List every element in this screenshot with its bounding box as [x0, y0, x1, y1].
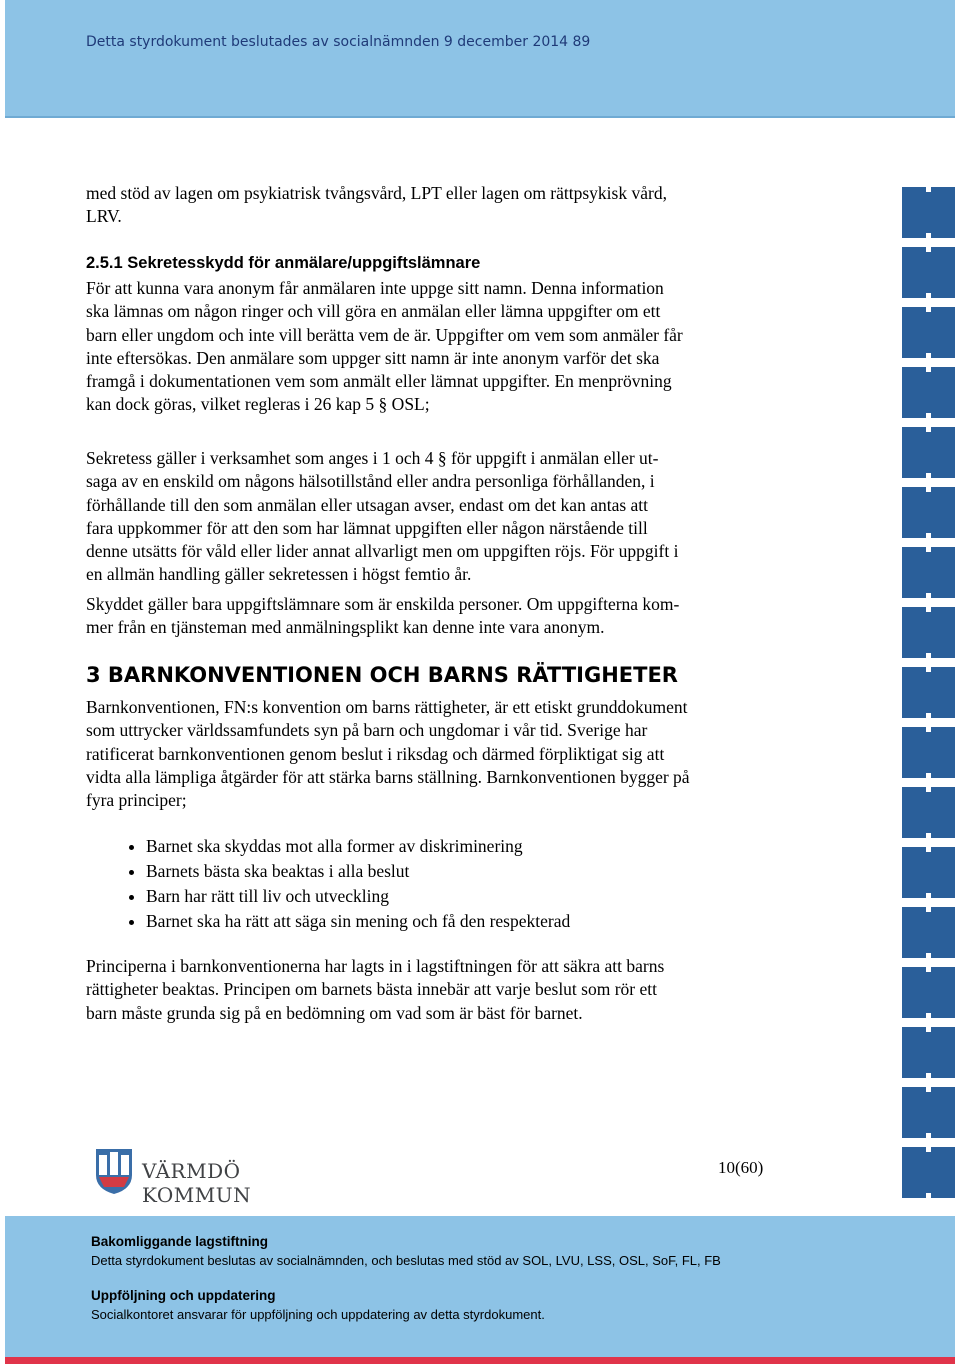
decor-block [902, 727, 955, 778]
principles-list [110, 834, 570, 934]
footer-rule [5, 1357, 955, 1364]
header-band [5, 0, 955, 118]
decor-block [902, 607, 955, 658]
text-line: en allmän handling gäller sekretessen i högst femtio år. [86, 564, 472, 585]
text-line: framgå i dokumentationen vem som anmält eller lämnat uppgifter. En menprövning [86, 371, 672, 392]
decor-notch [926, 833, 931, 838]
decor-notch [926, 293, 931, 298]
decor-notch [926, 1193, 931, 1198]
text-line: ska lämnas om någon ringer och vill göra en anmälan eller lämna uppgifter om ett [86, 301, 661, 322]
municipality-logo [94, 1147, 344, 1207]
header-text: Detta styrdokument beslutades av socialnämnden 9 december 2014 89 [86, 34, 591, 50]
decor-notch [926, 187, 931, 192]
text-line: vidta alla lämpliga åtgärder för att stärka barns ställning. Barnkonventionen bygger på [86, 766, 690, 787]
paragraph-barnkonventionen [86, 696, 690, 812]
decor-block [902, 427, 955, 478]
decor-notch [926, 607, 931, 612]
subsection-heading: 2.5.1 Sekretesskydd för anmälare/uppgiftslämnare [86, 254, 481, 272]
logo-text: VÄRMDÖ KOMMUN [142, 1159, 252, 1207]
decor-block [902, 547, 955, 598]
text-line: inte eftersökas. Den anmälare som uppger sitt namn är inte anonym varför det ska [86, 347, 660, 368]
text-line: rättigheter beaktas. Principen om barnets bästa innebär att varje beslut som rör ett [86, 979, 657, 1000]
decor-notch [926, 1073, 931, 1078]
decor-notch [926, 233, 931, 238]
decor-notch [926, 1027, 931, 1032]
intro-line: LRV. [86, 206, 122, 226]
decor-block [902, 787, 955, 838]
list-item: • Barnet ska skyddas mot alla former av diskriminering [146, 834, 570, 859]
intro-line: med stöd av lagen om psykiatrisk tvångsvård, LPT eller lagen om rättpsykisk vård, [86, 183, 667, 203]
side-decoration [902, 187, 955, 1199]
decor-notch [926, 907, 931, 912]
text-line: Sekretess gäller i verksamhet som anges i 1 och 4 § för uppgift i anmälan eller ut- [86, 448, 659, 468]
decor-block [902, 367, 955, 418]
decor-notch [926, 367, 931, 372]
text-line: mer från en tjänsteman med anmälningsplikt kan denne inte vara anonym. [86, 617, 605, 638]
decor-notch [926, 247, 931, 252]
list-item: • Barnet ska ha rätt att säga sin mening och få den respekterad [146, 909, 570, 934]
text-line: fyra principer; [86, 790, 187, 811]
decor-block [902, 847, 955, 898]
decor-notch [926, 1013, 931, 1018]
decor-notch [926, 307, 931, 312]
decor-block [902, 307, 955, 358]
decor-notch [926, 727, 931, 732]
decor-notch [926, 533, 931, 538]
decor-notch [926, 1133, 931, 1138]
text-line: denne utsätts för våld eller lider annat allvarligt men om uppgiften röjs. För uppgift i [86, 541, 679, 562]
paragraph-anonymity [86, 277, 683, 417]
decor-notch [926, 847, 931, 852]
decor-notch [926, 787, 931, 792]
decor-notch [926, 593, 931, 598]
text-line: Principerna i barnkonventionerna har lagts in i lagstiftningen för att säkra att barns [86, 956, 665, 976]
text-line: ratificerat barnkonventionen genom beslut i riksdag och därmed förpliktigat sig att [86, 743, 665, 764]
decor-notch [926, 413, 931, 418]
decor-notch [926, 353, 931, 358]
decor-block [902, 667, 955, 718]
decor-block [902, 1027, 955, 1078]
decor-notch [926, 893, 931, 898]
text-line: barn eller ungdom och inte vill berätta vem de är. Uppgifter om vem som anmäler får [86, 324, 683, 345]
decor-block [902, 247, 955, 298]
text-line: För att kunna vara anonym får anmälaren inte uppge sitt namn. Denna information [86, 278, 664, 298]
section-heading: 3 BARNKONVENTIONEN OCH BARNS RÄTTIGHETER [86, 663, 678, 687]
text-line: som uttrycker världssamfundets syn på barn och ungdomar i vår tid. Sverige har [86, 720, 648, 741]
decor-notch [926, 1087, 931, 1092]
text-line: barn måste grunda sig på en bedömning om vad som är bäst för barnet. [86, 1002, 583, 1023]
decor-notch [926, 427, 931, 432]
paragraph-principerna [86, 955, 664, 1025]
page-number: 10(60) [718, 1158, 764, 1177]
decor-notch [926, 547, 931, 552]
text-line: förhållande till den som anmälan eller utsagan avser, endast om det kan antas att [86, 494, 649, 515]
decor-notch [926, 653, 931, 658]
list-item: • Barn har rätt till liv och utveckling [146, 884, 570, 909]
text-line: kan dock göras, vilket regleras i 26 kap 5 § OSL; [86, 394, 430, 415]
paragraph-skyddet [86, 593, 679, 640]
decor-notch [926, 473, 931, 478]
decor-block [902, 1087, 955, 1138]
footer-text-lagstiftning: Detta styrdokument beslutas av socialnämnden, och beslutas med stöd av SOL, LVU, LSS, OSL, SoF, FL, FB [91, 1253, 721, 1268]
text-line: Skyddet gäller bara uppgiftslämnare som är enskilda personer. Om uppgifterna kom- [86, 594, 680, 614]
decor-block [902, 967, 955, 1018]
crest-icon [94, 1147, 134, 1195]
decor-notch [926, 953, 931, 958]
decor-block [902, 187, 955, 238]
decor-block [902, 487, 955, 538]
list-item: • Barnets bästa ska beaktas i alla beslut [146, 859, 570, 884]
decor-notch [926, 487, 931, 492]
footer-text-uppfoljning: Socialkontoret ansvarar för uppföljning och uppdatering av detta styrdokument. [91, 1307, 545, 1322]
decor-notch [926, 1147, 931, 1152]
header-rule [5, 116, 955, 118]
decor-notch [926, 967, 931, 972]
footer-title-uppfoljning: Uppföljning och uppdatering [91, 1288, 276, 1303]
footer-title-lagstiftning: Bakomliggande lagstiftning [91, 1234, 269, 1249]
decor-notch [926, 667, 931, 672]
decor-block [902, 907, 955, 958]
footer-band [5, 1216, 955, 1364]
text-line: saga av en enskild om någons hälsotillstånd eller andra personliga förhållanden, i [86, 471, 655, 492]
decor-block [902, 1147, 955, 1198]
paragraph-sekretess [86, 447, 678, 587]
decor-notch [926, 773, 931, 778]
text-line: fara uppkommer för att den som har lämnat uppgiften eller någon närstående till [86, 517, 648, 538]
text-line: Barnkonventionen, FN:s konvention om barns rättigheter, är ett etiskt grunddokument [86, 697, 688, 717]
decor-notch [926, 713, 931, 718]
